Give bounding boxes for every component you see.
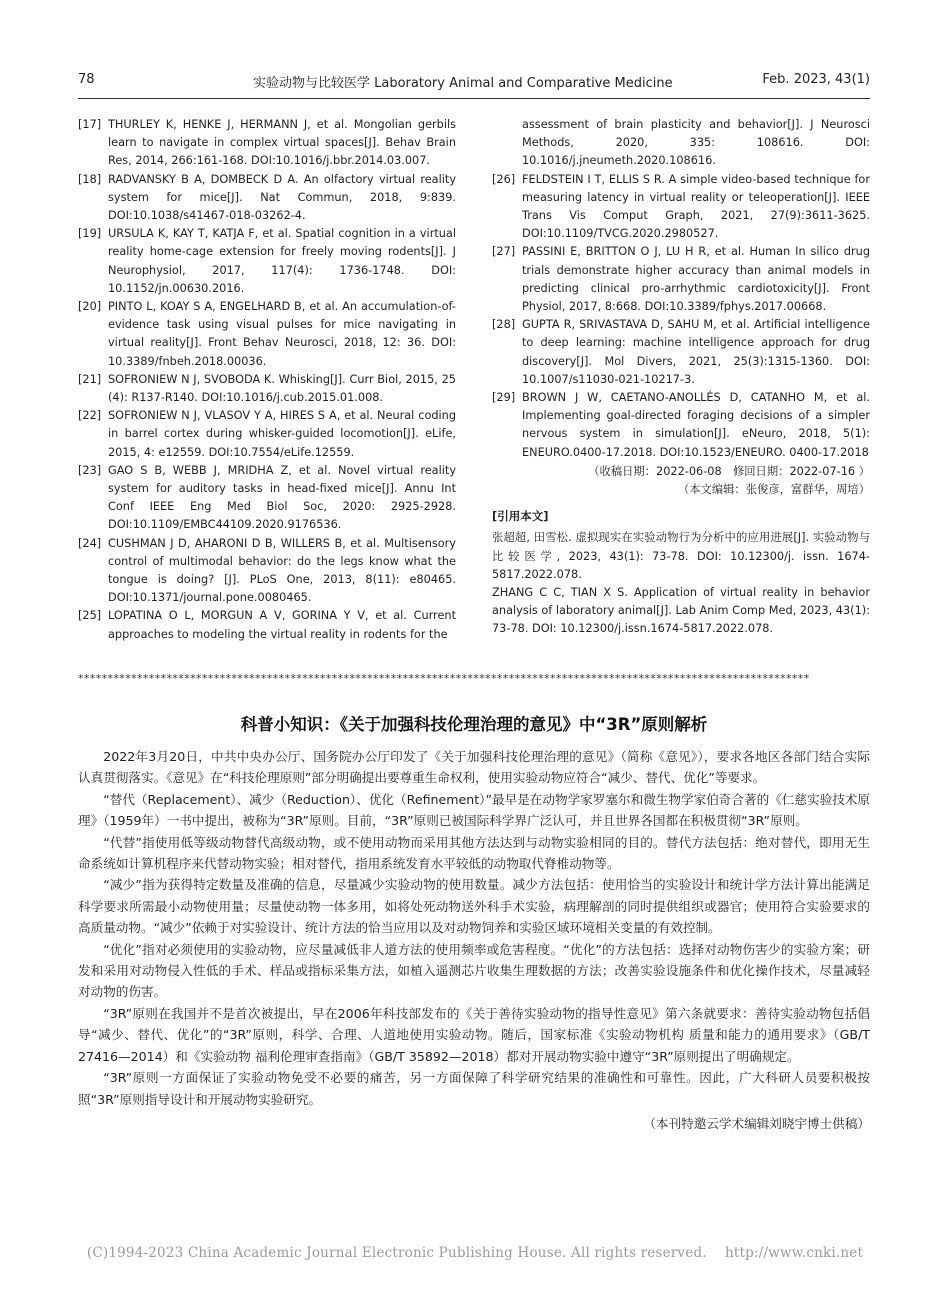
reference-number: [23] xyxy=(78,463,102,477)
journal-title: 实验动物与比较医学 Laboratory Animal and Comparative Medicine xyxy=(253,76,673,91)
reference-item xyxy=(492,243,870,316)
article-body xyxy=(78,746,870,1134)
reference-text: FELDSTEIN I T, ELLIS S R. A simple video-based technique for measuring latency in virtual reality or teleoperation[J]. IEEE Trans Vis Comput Graph, 2021, 27(9):3611-3625. DOI:10.1109/TVCG.2020.2980527. xyxy=(522,172,870,241)
citation-heading: [引用本文] xyxy=(492,509,549,524)
reference-continuation: assessment of brain plasticity and behavior[J]. J Neurosci Methods, 2020, 335: 108616. DOI: 10.1016/j.jneumeth.2020.108616. xyxy=(522,118,870,168)
reference-number: [26] xyxy=(492,172,516,186)
reference-item xyxy=(78,298,456,371)
article-paragraph: “替代（Replacement）、减少（Reduction）、优化（Refinement）”最早是在动物学家罗塞尔和微生物学家伯奇合著的《仁慈实验技术原理》（1959年）一书中提出，被称为“3R”原则。目前，“3R”原则已被国际科学界广泛认可，并且世界各国都在积极贯彻“3R”原则。 xyxy=(78,791,870,829)
copyright-footer: (C)1994-2023 China Academic Journal Electronic Publishing House. All rights reserved. http://www.cnki.net xyxy=(86,1245,864,1261)
reference-text: GUPTA R, SRIVASTAVA D, SAHU M, et al. Artificial intelligence to deep learning: machine intelligence approach for drug discovery[J]. Mol Divers, 2021, 25(3):1315-1360. DOI: 10.1007/s11030-021-10217-3. xyxy=(522,318,870,386)
section-separator: **************************************************************************************************************************** xyxy=(78,672,810,685)
reference-item xyxy=(78,171,456,226)
reference-item xyxy=(78,225,456,298)
article-title: 科普小知识：《关于加强科技伦理治理的意见》中“3R”原则解析 xyxy=(240,715,708,734)
reference-item xyxy=(492,171,870,244)
reference-text: URSULA K, KAY T, KATJA F, et al. Spatial cognition in a virtual reality home-cage extension for freely moving rodents[J]. J Neurophysiol, 2017, 117(4): 1736-1748. DOI: 10.1152/jn.00630.2016. xyxy=(108,227,456,295)
references-right-column xyxy=(492,116,870,639)
reference-text: CUSHMAN J D, AHARONI D B, WILLERS B, et al. Multisensory control of multimodal behavior: do the legs know what the tongue is doing? [J]. PLoS One, 2013, 8(11): e80465. DOI:10.1371/journal.pone.0080465. xyxy=(108,536,456,605)
reference-item xyxy=(78,535,456,608)
citation-chinese: 张超超, 田雪松. 虚拟现实在实验动物行为分析中的应用进展[J]. 实验动物与比较医学, 2023, 43(1): 73-78. DOI: 10.12300/j. issn. 1674-5817.2022.078. xyxy=(492,531,870,581)
article-paragraph: “优化”指对必须使用的实验动物，应尽量减低非人道方法的使用频率或危害程度。“优化”的方法包括：选择对动物伤害少的实验方案；研发和采用对动物侵入性低的手术、样品或指标采集方法，如植入遥测芯片收集生理数据的方法；改善实验设施条件和优化操作技术，尽量减轻对动物的伤害。 xyxy=(78,941,870,1000)
reference-number: [25] xyxy=(78,609,102,623)
received-dates: （收稿日期：2022-06-08 修回日期：2022-07-16 ） xyxy=(588,464,870,478)
reference-number: [20] xyxy=(78,300,102,314)
reference-item xyxy=(492,316,870,389)
article-paragraph: “3R”原则一方面保证了实验动物免受不必要的痛苦，另一方面保障了科学研究结果的准确性和可靠性。因此，广大科研人员要积极按照“3R”原则指导设计和开展动物实验研究。 xyxy=(78,1070,870,1107)
reference-number: [29] xyxy=(492,391,516,405)
article-credit: （本刊特邀云学术编辑刘晓宇博士供稿） xyxy=(643,1115,870,1131)
reference-item xyxy=(78,371,456,407)
reference-number: [22] xyxy=(78,409,102,423)
reference-number: [18] xyxy=(78,172,102,186)
reference-text: SOFRONIEW N J, VLASOV Y A, HIRES S A, et al. Neural coding in barrel cortex during whisker-guided locomotion[J]. eLife, 2015, 4: e12559. DOI:10.7554/eLife.12559. xyxy=(108,409,456,459)
citation-english: ZHANG C C, TIAN X S. Application of virtual reality in behavior analysis of laboratory animal[J]. Lab Anim Comp Med, 2023, 43(1): 73-78. DOI: 10.12300/j.issn.1674-5817.2022.078. xyxy=(492,586,870,636)
reference-text: PASSINI E, BRITTON O J, LU H R, et al. Human In silico drug trials demonstrate higher accuracy than animal models in predicting clinical pro-arrhythmic cardiotoxicity[J]. Front Physiol, 2017, 8:668. DOI:10.3389/fphys.2017.00668. xyxy=(522,245,870,314)
reference-item xyxy=(78,407,456,462)
page-header xyxy=(78,72,870,94)
page-number: 78 xyxy=(78,72,95,87)
reference-text: BROWN J W, CAETANO-ANOLLÉS D, CATANHO M, et al. Implementing goal-directed foraging decisions of a simpler nervous system in simulation[J]. eNeuro, 2018, 5(1): ENEURO.0400-17.2018. DOI:10.1523/ENEURO. 0400-17.2018 xyxy=(522,391,870,459)
reference-item xyxy=(78,462,456,535)
reference-number: [21] xyxy=(78,372,102,386)
article-paragraph: “减少”指为获得特定数量及准确的信息，尽量减少实验动物的使用数量。减少方法包括：使用恰当的实验设计和统计学方法计算出能满足科学要求所需最小动物使用量；尽量使动物一体多用，如将处死动物送外科手术实验，病理解剖的同时提供组织或器官；使用符合实验要求的高质量动物。“减少”依赖于对实验设计、统计方法的恰当应用以及对动物饲养和实验区域环境相关变量的有效控制。 xyxy=(78,877,870,936)
reference-number: [19] xyxy=(78,227,102,241)
header-rule xyxy=(78,98,870,99)
reference-item xyxy=(78,607,456,643)
reference-text: SOFRONIEW N J, SVOBODA K. Whisking[J]. Curr Biol, 2015, 25 (4): R137-R140. DOI:10.1016/j.cub.2015.01.008. xyxy=(108,372,456,405)
reference-text: RADVANSKY B A, DOMBECK D A. An olfactory virtual reality system for mice[J]. Nat Commun, 2018, 9:839. DOI:10.1038/s41467-018-03262-4. xyxy=(108,172,456,223)
article-paragraph: “3R”原则在我国并不是首次被提出，早在2006年科技部发布的《关于善待实验动物的指导性意见》第六条就要求：善待实验动物包括倡导“减少、替代、优化”的“3R”原则，科学、合理、人道地使用实验动物。随后，国家标准《实验动物机构 质量和能力的通用要求》（GB/T 27416—2014）和《实验动物 福利伦理审查指南》（GB/T 35892—2018）都对开展动物实验中遵守“3R”原则提出了明确规定。 xyxy=(78,1005,870,1064)
article-paragraph: “代替”指使用低等级动物替代高级动物，或不使用动物而采用其他方法达到与动物实验相同的目的。替代方法包括：绝对替代，即用无生命系统如计算机程序来代替动物实验；相对替代，指用系统发育水平较低的动物取代脊椎动物等。 xyxy=(78,834,870,872)
issue-date: Feb. 2023, 43(1) xyxy=(762,72,870,87)
reference-item xyxy=(78,116,456,171)
reference-text: PINTO L, KOAY S A, ENGELHARD B, et al. An accumulation-of-evidence task using visual pulses for mice navigating in virtual reality[J]. Front Behav Neurosci, 2018, 12: 36. DOI: 10.3389/fnbeh.2018.00036. xyxy=(108,300,456,368)
reference-number: [27] xyxy=(492,245,516,259)
reference-text: LOPATINA O L, MORGUN A V, GORINA Y V, et al. Current approaches to modeling the virtual reality in rodents for the xyxy=(108,609,456,641)
article-editors: （本文编辑：张俊彦，富群华，周培） xyxy=(677,483,870,497)
reference-number: [17] xyxy=(78,118,102,131)
reference-number: [28] xyxy=(492,318,516,332)
reference-number: [24] xyxy=(78,536,102,550)
reference-text: THURLEY K, HENKE J, HERMANN J, et al. Mongolian gerbils learn to navigate in complex virtual spaces[J]. Behav Brain Res, 2014, 266:161-168. DOI:10.1016/j.bbr.2014.03.007. xyxy=(108,118,456,168)
reference-item xyxy=(492,389,870,462)
article-paragraph: 2022年3月20日，中共中央办公厅、国务院办公厅印发了《关于加强科技伦理治理的意见》（简称《意见》），要求各地区各部门结合实际认真贯彻落实。《意见》在“科技伦理原则”部分明确提出要尊重生命权利，使用实验动物应符合“减少、替代、优化”等要求。 xyxy=(78,749,870,786)
reference-text: GAO S B, WEBB J, MRIDHA Z, et al. Novel virtual reality system for auditory tasks in head-fixed mice[J]. Annu Int Conf IEEE Eng Med Biol Soc, 2020: 2925-2928. DOI:10.1109/EMBC44109.2020.9176536. xyxy=(108,463,456,532)
references-left-column xyxy=(78,116,456,644)
